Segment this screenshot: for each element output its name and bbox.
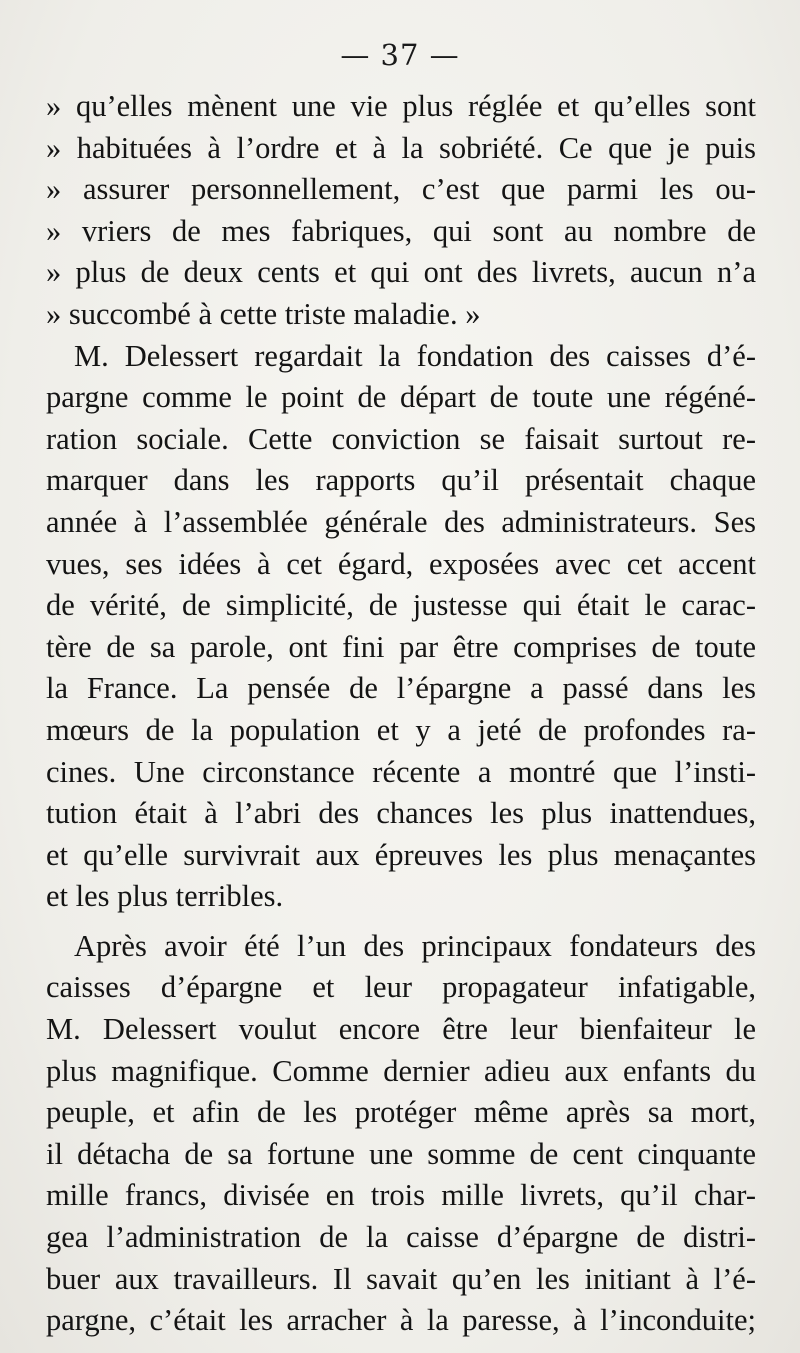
- text-line: buer aux travailleurs. Il savait qu’en les initiant à l’é-: [46, 1261, 756, 1296]
- text-line: Après avoir été l’un des principaux fondateurs des: [74, 928, 756, 963]
- text-line: » habituées à l’ordre et à la sobriété. Ce que je puis: [46, 130, 756, 165]
- text-line: année à l’assemblée générale des administrateurs. Ses: [46, 504, 756, 539]
- text-line: pargne comme le point de départ de toute une régéné-: [46, 380, 756, 415]
- text-line: mœurs de la population et y a jeté de profondes ra-: [46, 712, 756, 747]
- text-line: » qu’elles mènent une vie plus réglée et qu’elles sont: [46, 89, 756, 123]
- text-line: mille francs, divisée en trois mille livrets, qu’il char-: [46, 1178, 756, 1213]
- text-line: plus magnifique. Comme dernier adieu aux enfants du: [46, 1053, 756, 1088]
- text-line: marquer dans les rapports qu’il présentait chaque: [46, 463, 756, 498]
- text-line: ration sociale. Cette conviction se faisait surtout re-: [46, 421, 756, 456]
- body-text: [46, 86, 756, 1342]
- text-line: et qu’elle survivrait aux épreuves les plus menaçantes: [46, 837, 756, 872]
- text-line: pargne, c’était les arracher à la paresse, à l’inconduite;: [46, 1303, 756, 1338]
- text-line: il détacha de sa fortune une somme de cent cinquante: [46, 1136, 756, 1171]
- text-line: cines. Une circonstance récente a montré que l’insti-: [46, 754, 756, 789]
- paragraph-3: [46, 926, 756, 1342]
- text-line: la France. La pensée de l’épargne a passé dans les: [46, 671, 756, 706]
- page-number: — 37 —: [340, 38, 460, 72]
- text-line: vues, ses idées à cet égard, exposées avec cet accent: [46, 546, 756, 581]
- text-line: caisses d’épargne et leur propagateur infatigable,: [46, 970, 756, 1005]
- text-line: gea l’administration de la caisse d’épargne de distri-: [46, 1220, 756, 1255]
- text-line: » plus de deux cents et qui ont des livrets, aucun n’a: [46, 255, 756, 290]
- text-line: tère de sa parole, ont fini par être comprises de toute: [46, 629, 756, 664]
- text-line: » assurer personnellement, c’est que parmi les ou-: [46, 172, 756, 207]
- text-line: » vriers de mes fabriques, qui sont au nombre de: [46, 213, 756, 248]
- paragraph-1: [46, 86, 756, 336]
- text-line: de vérité, de simplicité, de justesse qui était le carac-: [46, 588, 756, 623]
- paragraph-gap: [46, 918, 756, 926]
- text-line: et les plus terribles.: [46, 879, 284, 914]
- paragraph-2: [46, 336, 756, 918]
- text-line: » succombé à cette triste maladie. »: [46, 296, 481, 331]
- text-line: peuple, et afin de les protéger même après sa mort,: [46, 1095, 756, 1130]
- text-line: M. Delessert voulut encore être leur bienfaiteur le: [46, 1012, 756, 1047]
- text-line: tution était à l’abri des chances les plus inattendues,: [46, 796, 756, 831]
- text-line: M. Delessert regardait la fondation des caisses d’é-: [74, 338, 756, 373]
